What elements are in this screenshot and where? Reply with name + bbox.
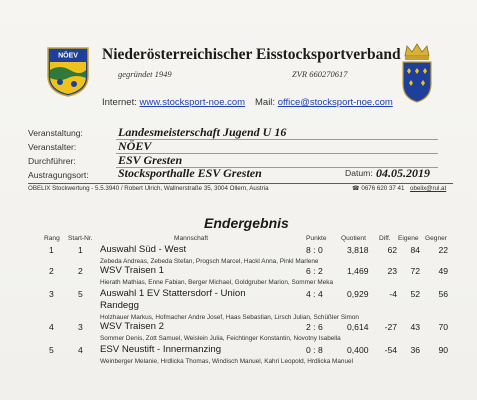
col-rang: Rang — [44, 235, 60, 242]
phone-number: ☎ 0676 620 37 41 — [352, 185, 405, 192]
veranstalter-value: NÖEV — [118, 139, 152, 153]
eigene-cell: 43 — [410, 322, 420, 332]
rang-cell: 2 — [49, 266, 54, 276]
gegner-cell: 56 — [438, 289, 448, 299]
svg-text:NÖEV: NÖEV — [58, 52, 78, 60]
punkte-cell: 2 : 6 — [306, 322, 323, 332]
gegner-cell: 22 — [438, 245, 448, 255]
team-players: Zebeda Andreas, Zebeda Stefan, Progsch Marcel, Hackl Anna, Pinkl Marlene — [100, 258, 319, 265]
eigene-cell: 84 — [410, 245, 420, 255]
mail-link[interactable]: office@stocksport-noe.com — [277, 97, 393, 108]
durchfuehrer-label: Durchführer: — [28, 156, 76, 166]
diff-cell: -4 — [389, 289, 397, 299]
team-name: ESV Neustift - Innermanzing — [100, 344, 222, 355]
team-players: Hierath Mathias, Enne Fabian, Berger Michael, Goldgruber Marion, Sommer Meka — [100, 279, 334, 286]
footer-email-link[interactable]: obelix@rul.at — [410, 185, 447, 192]
federation-title: Niederösterreichischer Eisstocksportverband — [102, 46, 401, 63]
datum-label: Datum: — [345, 168, 373, 178]
team-name-continued: Randegg — [100, 300, 139, 311]
veranstalter-label: Veranstalter: — [28, 142, 77, 152]
austragungsort-label: Austragungsort: — [28, 170, 89, 180]
team-players: Holzhauer Markus, Hofmacher Andre Josef, Haas Sebastian, Lirsch Julian, Schüßler Simon — [100, 314, 359, 321]
veranstaltung-value: Landesmeisterschaft Jugend U 16 — [118, 125, 287, 139]
start-nr-cell: 5 — [78, 289, 83, 299]
team-players: Sommer Denis, Zott Samuel, Weislein Julia, Feichtinger Konstantin, Novotny Isabella — [100, 335, 341, 342]
rang-cell: 5 — [49, 345, 54, 355]
founded-text: gegründet 1949 — [118, 69, 172, 79]
gegner-cell: 90 — [438, 345, 448, 355]
col-gegner: Gegner — [425, 235, 447, 242]
rang-cell: 4 — [49, 322, 54, 332]
quotient-cell: 3,818 — [347, 245, 369, 255]
zvr-number: ZVR 660270617 — [292, 69, 348, 79]
quotient-cell: 0,400 — [347, 345, 369, 355]
underline — [116, 139, 438, 140]
punkte-cell: 8 : 0 — [306, 245, 323, 255]
quotient-cell: 1,469 — [347, 266, 369, 276]
mail-label: Mail: — [255, 97, 276, 108]
punkte-cell: 4 : 4 — [306, 289, 323, 299]
gegner-cell: 49 — [438, 266, 448, 276]
col-diff: Diff. — [379, 235, 391, 242]
gegner-cell: 70 — [438, 322, 448, 332]
datum-value: 04.05.2019 — [376, 166, 430, 180]
noeev-logo — [46, 46, 90, 98]
diff-cell: -54 — [384, 345, 397, 355]
start-nr-cell: 1 — [78, 245, 83, 255]
team-name: WSV Traisen 1 — [100, 265, 164, 276]
quotient-cell: 0,614 — [347, 322, 369, 332]
col-mannschaft: Mannschaft — [174, 235, 209, 242]
mail-line — [255, 97, 393, 108]
diff-cell: -27 — [384, 322, 397, 332]
quotient-cell: 0,929 — [347, 289, 369, 299]
rang-cell: 3 — [49, 289, 54, 299]
punkte-cell: 6 : 2 — [306, 266, 323, 276]
software-credit: OBELIX Stockwertung - 5.5.3940 / Robert Ulrich, Wallnerstraße 35, 3004 Ollern, Austria — [28, 185, 269, 192]
veranstaltung-label: Veranstaltung: — [28, 128, 83, 138]
rang-cell: 1 — [49, 245, 54, 255]
internet-line — [102, 97, 245, 108]
start-nr-cell: 3 — [78, 322, 83, 332]
col-start: Start-Nr. — [68, 235, 93, 242]
col-quotient: Quotient — [341, 235, 366, 242]
header-rule — [28, 183, 453, 184]
team-name: Auswahl Süd - West — [100, 244, 187, 255]
durchfuehrer-value: ESV Gresten — [118, 153, 183, 167]
internet-link[interactable]: www.stocksport-noe.com — [139, 97, 246, 108]
team-name: WSV Traisen 2 — [100, 321, 164, 332]
footer-email — [410, 185, 446, 192]
col-punkte: Punkte — [306, 235, 327, 242]
eigene-cell: 52 — [410, 289, 420, 299]
diff-cell: 62 — [387, 245, 397, 255]
start-nr-cell: 2 — [78, 266, 83, 276]
punkte-cell: 0 : 8 — [306, 345, 323, 355]
team-name: Auswahl 1 EV Stattersdorf - Union — [100, 288, 246, 299]
internet-label: Internet: — [102, 97, 137, 108]
diff-cell: 23 — [387, 266, 397, 276]
austragungsort-value: Stocksporthalle ESV Gresten — [118, 166, 262, 180]
team-players: Weinberger Melanie, Hrdlicka Thomas, Windisch Manuel, Kahri Leopold, Hrdlicka Manuel — [100, 358, 354, 365]
coat-of-arms-icon — [397, 42, 437, 104]
results-title: Endergebnis — [204, 215, 289, 231]
col-eigene: Eigene — [398, 235, 419, 242]
start-nr-cell: 4 — [78, 345, 83, 355]
eigene-cell: 72 — [410, 266, 420, 276]
eigene-cell: 36 — [410, 345, 420, 355]
